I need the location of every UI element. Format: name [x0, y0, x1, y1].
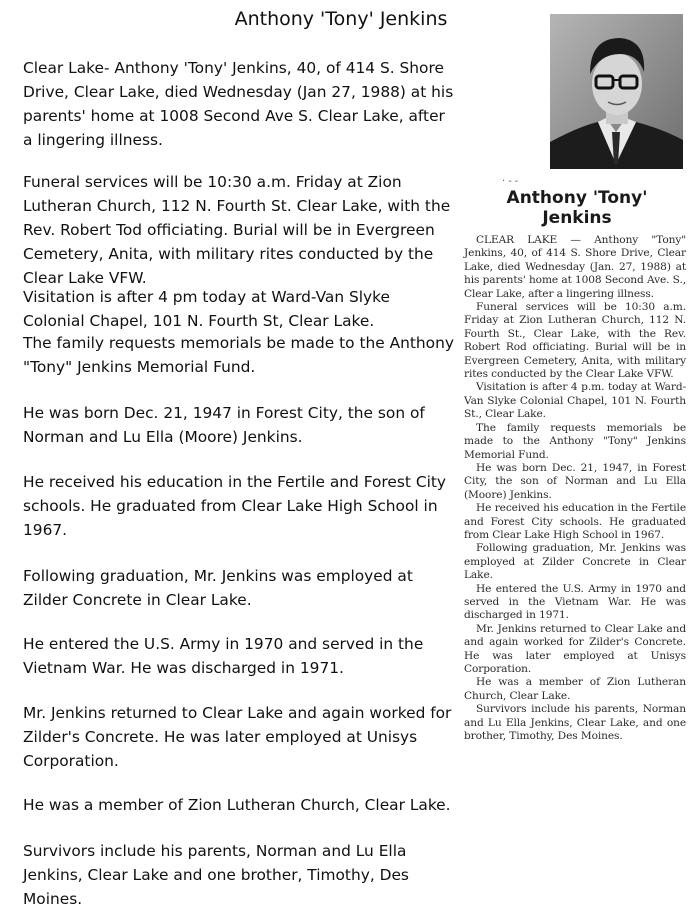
paragraph-survivors: Survivors include his parents, Norman and Lu Ella Jenkins, Clear Lake and one brother, Timothy, Des Moines. [23, 842, 409, 908]
clipping-paragraph: Survivors include his parents, Norman and Lu Ella Jenkins, Clear Lake, and one brother, Timothy, Des Moines. [464, 703, 686, 743]
clipping-headline-line2: Jenkins [542, 208, 612, 228]
paragraph-later-work: Mr. Jenkins returned to Clear Lake and again worked for Zilder's Concrete. He was later employed at Unisys Corporation. [23, 704, 452, 770]
paragraph-birth: He was born Dec. 21, 1947 in Forest City, the son of Norman and Lu Ella (Moore) Jenkins. [23, 404, 425, 446]
clipping-paragraph: He received his education in the Fertile and Forest City schools. He graduated from Clear Lake High School in 1967. [464, 502, 686, 541]
clipping-paragraph: Mr. Jenkins returned to Clear Lake and and again worked for Zilder's Concrete. He was later employed at Unisys Corporation. [464, 622, 686, 675]
clipping-body [464, 234, 686, 743]
clipping-paragraph: Following graduation, Mr. Jenkins was employed at Zilder Concrete in Clear Lake. [464, 542, 686, 582]
clipping-headline-line1: Anthony 'Tony' [506, 188, 648, 208]
obituary-title: Anthony 'Tony' Jenkins [234, 8, 448, 30]
paragraph-education: He received his education in the Fertile and Forest City schools. He graduated from Clear Lake High School in 1967. [23, 473, 447, 539]
paragraph-death: Clear Lake- Anthony 'Tony' Jenkins, 40, of 414 S. Shore Drive, Clear Lake, died Wednesday (Jan 27, 1988) at his parents' home at 1008 Second Ave S. Clear Lake, after a lingering illness. [23, 59, 454, 149]
paragraph-visitation: Visitation is after 4 pm today at Ward-Van Slyke Colonial Chapel, 101 N. Fourth St, Clear Lake. [23, 288, 390, 330]
clipping-paragraph: CLEAR LAKE — Anthony "Tony" Jenkins, 40, of 414 S. Shore Drive, Clear Lake, died Wednesday (Jan. 27, 1988) at his parents' home at 1008 Second Ave. S., Clear Lake, after a lingering illness. [464, 234, 686, 300]
newspaper-clipping [462, 176, 692, 888]
paragraph-employment: Following graduation, Mr. Jenkins was employed at Zilder Concrete in Clear Lake. [23, 567, 413, 609]
clipping-paragraph: He entered the U.S. Army in 1970 and served in the Vietnam War. He was discharged in 1971. [464, 582, 686, 622]
portrait-photo [550, 14, 683, 169]
clipping-paragraph: The family requests memorials be made to the Anthony "Tony" Jenkins Memorial Fund. [464, 421, 686, 461]
portrait-image [550, 14, 683, 169]
paragraph-church: He was a member of Zion Lutheran Church, Clear Lake. [23, 796, 451, 814]
paragraph-military: He entered the U.S. Army in 1970 and served in the Vietnam War. He was discharged in 1971. [23, 635, 424, 677]
clipping-paragraph: Funeral services will be 10:30 a.m. Friday at Zion Lutheran Church, 112 N. Fourth St., Clear Lake, with the Rev. Robert Rod officiating. Burial will be in Evergreen Cemetery, Anita, with military rites conducted by the Clear Lake VFW. [464, 301, 686, 381]
clipping-headline [462, 188, 692, 228]
clipping-paragraph: He was born Dec. 21, 1947, in Forest City, the son of Norman and Lu Ella (Moore) Jenkins. [464, 461, 686, 501]
clipping-paragraph: Visitation is after 4 p.m. today at Ward-Van Slyke Colonial Chapel, 101 N. Fourth St., Clear Lake. [464, 381, 686, 421]
paragraph-memorials: The family requests memorials be made to the Anthony "Tony" Jenkins Memorial Fund. [23, 334, 454, 376]
paragraph-funeral: Funeral services will be 10:30 a.m. Friday at Zion Lutheran Church, 112 N. Fourth St. Clear Lake, with the Rev. Robert Tod officiating. Burial will be in Evergreen Cemetery, Anita, with military rites conducted by the Clear Lake VFW. [23, 173, 451, 287]
clipping-mark: · - - [502, 176, 519, 187]
clipping-paragraph: He was a member of Zion Lutheran Church, Clear Lake. [464, 676, 686, 702]
